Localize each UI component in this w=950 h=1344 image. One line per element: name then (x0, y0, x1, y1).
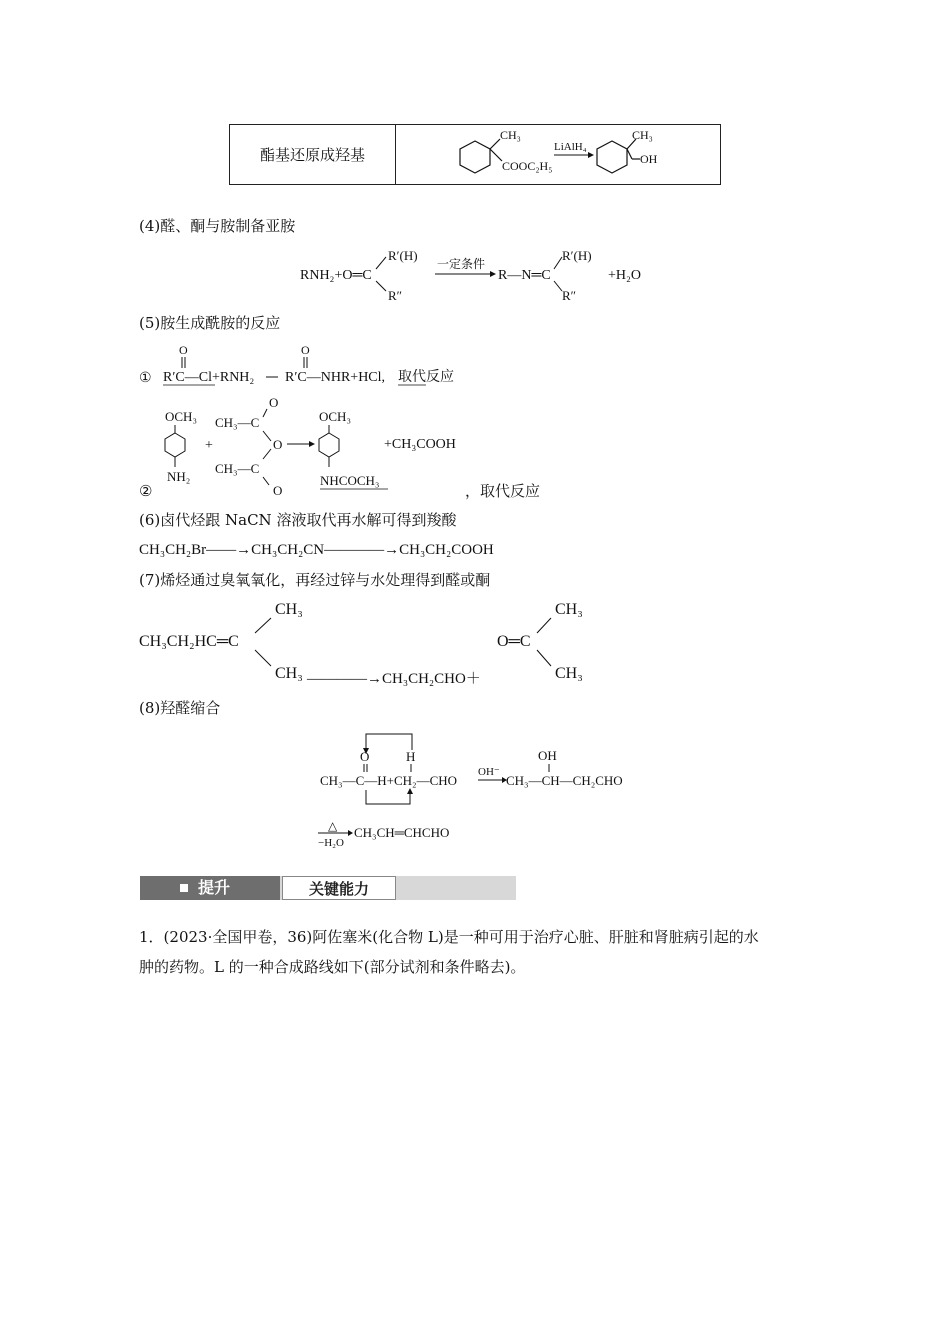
amide1-type: 取代反应 (398, 370, 454, 385)
amide2-ch3-top: CH₃—C (215, 415, 260, 430)
product-oh-text: OH (640, 152, 658, 166)
ozonolysis-me-top: CH₃ (275, 601, 303, 618)
ozonolysis-me-bot: CH₃ (275, 665, 303, 682)
reaction-table-row (229, 124, 721, 185)
ester-text: COOC₂H₅ (502, 159, 553, 173)
amide2-och3: OCH₃ (165, 409, 197, 424)
amide-reaction-2 (139, 395, 559, 503)
imine-pr1: R′(H) (562, 248, 592, 263)
amide1-o2: O (301, 343, 310, 357)
aldol-final: CH₃CH═CHCHO (354, 825, 450, 840)
ozonolysis-reactant: CH₃CH₂HC═C (139, 633, 239, 650)
ozonolysis-ketone: O═C (497, 633, 531, 650)
section-7-title: (7)烯烃通过臭氧氧化，再经过锌与水处理得到醛或酮 (139, 571, 491, 589)
section-8-title: (8)羟醛缩合 (139, 699, 221, 717)
amide1-left: R′C—Cl+RNH₂ (163, 370, 255, 385)
amide2-type: ，取代反应 (465, 484, 541, 500)
amide2-p-nh: NHCOCH₃ (320, 473, 380, 488)
imine-reaction (300, 244, 660, 306)
amide2-ch3-bot: CH₃—C (215, 461, 260, 476)
amide2-byproduct: +CH₃COOH (384, 437, 456, 452)
imine-r2: R″ (388, 288, 403, 303)
amide1-right: R′C—NHR+HCl, (285, 370, 386, 385)
banner-square-icon (180, 884, 188, 892)
aldol-minus-water: −H₂O (318, 837, 344, 849)
amide2-number: ② (139, 484, 153, 500)
amide2-o-bot: O (273, 483, 283, 498)
amide2-o-top: O (269, 395, 279, 410)
ester-reduction-scheme (450, 125, 720, 185)
amide1-number: ① (139, 371, 152, 386)
ozonolysis-reaction (139, 596, 599, 688)
banner-label: 提升 (198, 878, 231, 897)
question-line-1: 1．(2023·全国甲卷，36)阿佐塞米(化合物 L)是一种可用于治疗心脏、肝脏和肾脏病引起的水 (139, 928, 759, 946)
aldol-o: O (360, 749, 370, 764)
nitrile-equation: CH₃CH₂Br——→CH₃CH₂CN————→CH₃CH₂COOH (139, 542, 494, 558)
reagent-text: LiAlH₄ (554, 141, 587, 153)
imine-condition: 一定条件 (437, 257, 486, 271)
imine-product: R—N═C (498, 268, 551, 283)
aldol-line: CH₃—C—H+CH₂—CHO (320, 773, 458, 788)
amide2-plus: + (205, 438, 213, 453)
amide2-o-mid: O (273, 437, 283, 452)
aldol-oh: OH (538, 748, 557, 763)
amide2-p-och3: OCH₃ (319, 409, 351, 424)
amide2-nh2: NH₂ (167, 469, 191, 484)
imine-pr2: R″ (562, 288, 577, 303)
amide1-o1: O (179, 343, 188, 357)
aldol-catalyst: OH⁻ (478, 766, 500, 778)
ozonolysis-k-bot: CH₃ (555, 665, 583, 682)
banner-box: 关键能力 (282, 876, 396, 900)
imine-water: +H₂O (608, 268, 641, 283)
section-5-title: (5)胺生成酰胺的反应 (139, 314, 281, 332)
table-label: 酯基还原成羟基 (230, 125, 396, 184)
section-banner (140, 872, 516, 904)
ozonolysis-k-top: CH₃ (555, 601, 583, 618)
aldol-reaction (318, 728, 648, 852)
aldol-h: H (406, 749, 416, 764)
section-4-title: (4)醛、酮与胺制备亚胺 (139, 217, 296, 235)
product-methyl-text: CH₃ (632, 128, 653, 142)
section-6-title: (6)卤代烃跟 NaCN 溶液取代再水解可得到羧酸 (139, 511, 457, 529)
methyl-text: CH₃ (500, 128, 521, 142)
aldol-delta: △ (328, 819, 338, 833)
amide-reaction-1 (139, 340, 479, 390)
aldol-product: CH₃—CH—CH₂CHO (506, 773, 623, 788)
imine-reactant: RNH₂+O═C (300, 268, 372, 283)
question-line-2: 肿的药物。L 的一种合成路线如下(部分试剂和条件略去)。 (139, 958, 526, 976)
imine-r1: R′(H) (388, 248, 418, 263)
ozonolysis-product: ————→CH₃CH₂CHO＋ (307, 671, 481, 687)
